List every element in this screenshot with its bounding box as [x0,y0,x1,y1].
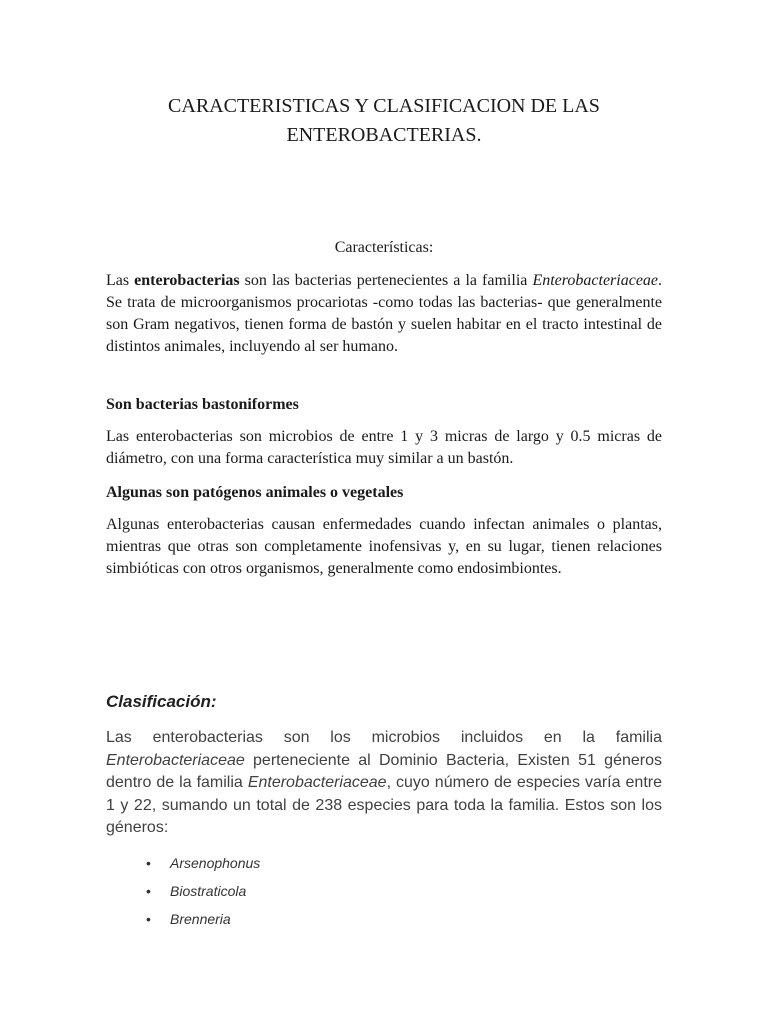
intro-pre: Las [106,272,135,289]
section2-text: Algunas enterobacterias causan enfermedades cuando infectan animales o plantas, mientras que otras son completamente inofensivas y, en su lugar, tienen relaciones simbióticas con otros organismos, generalmente como endosimbiontes. [106,516,662,577]
list-item [146,908,260,936]
document-title [106,92,662,150]
title-line-2: ENTEROBACTERIAS. [286,124,482,146]
classification-pre: Las enterobacterias son los microbios incluidos en la familia [106,729,662,746]
genus-name: Biostraticola [170,883,247,899]
section1-title: Son bacterias bastoniformes [106,396,299,413]
bullet-icon: • [146,883,151,899]
classification-mid: perteneciente al Dominio Bacteria, Existen 51 géneros dentro de la familia [106,751,662,791]
bullet-icon: • [146,911,151,927]
intro-family-name: Enterobacteriaceae [532,272,659,289]
intro-rest: . Se trata de microorganismos procariotas -como todas las bacterias- que generalmente son Gram negativos, tienen forma de bastón y suelen habitar en el tracto intestinal de distintos animales, incluyendo al ser humano. [106,272,663,355]
classification-family-1: Enterobacteriaceae [106,751,245,769]
characteristics-heading: Características: [334,239,434,256]
intro-bold-term: enterobacterias [134,272,240,289]
classification-post: , cuyo número de especies varía entre 1 y 22, sumando un total de 238 especies para toda la familia. Estos son los géneros: [106,774,662,836]
section2-title: Algunas son patógenos animales o vegetales [106,484,404,501]
bullet-icon: • [146,855,151,871]
genus-name: Brenneria [170,911,231,927]
classification-family-2: Enterobacteriaceae [247,774,387,791]
title-line-1: CARACTERISTICAS Y CLASIFICACION DE LAS [168,95,600,117]
list-item [146,852,261,880]
list-item [146,880,260,908]
classification-paragraph [106,727,662,840]
section1-text: Las enterobacterias son microbios de entre 1 y 3 micras de largo y 0.5 micras de diámetro, con una forma característica muy similar a un bastón. [106,428,662,467]
genus-name: Arsenophonus [170,855,261,871]
intro-paragraph [106,270,662,358]
intro-mid: son las bacterias pertenecientes a la familia [239,272,533,289]
classification-heading: Clasificación: [106,692,217,711]
genera-list [146,852,261,936]
